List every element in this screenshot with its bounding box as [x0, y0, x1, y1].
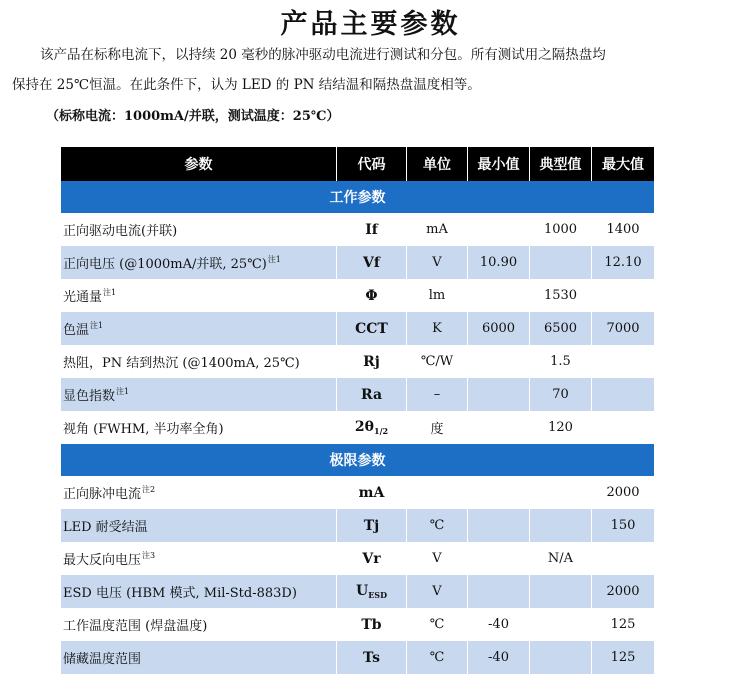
param-cell	[61, 312, 337, 345]
unit-cell: ℃	[407, 608, 468, 641]
code-symbol: Vf	[363, 254, 380, 271]
param-name: 正向驱动电流(并联)	[63, 224, 178, 239]
table-row	[61, 509, 655, 542]
min-cell: -40	[468, 608, 530, 641]
code-cell	[337, 509, 407, 542]
header-param: 参数	[61, 147, 337, 181]
param-name: 最大反向电压	[63, 553, 142, 568]
max-cell: 2000	[592, 575, 655, 608]
code-cell	[337, 575, 407, 608]
unit-cell: –	[407, 378, 468, 411]
param-name: ESD 电压 (HBM 模式, Mil-Std-883D)	[63, 586, 297, 601]
code-symbol: CCT	[355, 320, 388, 337]
param-name: 正向电压 (@1000mA/并联, 25℃)	[63, 257, 267, 272]
param-note: 注2	[142, 485, 156, 494]
param-name: 色温	[63, 323, 90, 338]
typ-cell	[530, 608, 592, 641]
min-cell: 6000	[468, 312, 530, 345]
param-name: 热阻，PN 结到热沉 (@1400mA, 25℃)	[63, 356, 300, 371]
unit-cell: lm	[407, 279, 468, 312]
parameter-table	[60, 147, 655, 674]
min-cell	[468, 476, 530, 509]
section-label: 工作参数	[61, 181, 655, 213]
code-symbol: Tb	[361, 616, 382, 633]
typ-cell: 1000	[530, 213, 592, 246]
table-row	[61, 213, 655, 246]
typ-cell	[530, 246, 592, 279]
min-cell	[468, 213, 530, 246]
typ-cell: 1530	[530, 279, 592, 312]
table-row	[61, 378, 655, 411]
header-unit: 单位	[407, 147, 468, 181]
max-cell: 125	[592, 608, 655, 641]
param-name: 储藏温度范围	[63, 652, 142, 667]
max-cell	[592, 378, 655, 411]
unit-cell: mA	[407, 213, 468, 246]
code-cell	[337, 476, 407, 509]
code-symbol: Rj	[363, 353, 380, 370]
param-cell	[61, 542, 337, 575]
param-name: LED 耐受结温	[63, 520, 148, 535]
table-row	[61, 641, 655, 674]
intro-paragraph-line1: 该产品在标称电流下，以持续 20 毫秒的脉冲驱动电流进行测试和分包。所有测试用之隔热盘均	[40, 47, 606, 63]
min-cell	[468, 542, 530, 575]
table-header-row	[61, 147, 655, 181]
table-row	[61, 411, 655, 444]
table-row	[61, 279, 655, 312]
table-row	[61, 246, 655, 279]
param-cell	[61, 641, 337, 674]
code-subscript: 1/2	[374, 426, 389, 436]
unit-cell: V	[407, 542, 468, 575]
param-cell	[61, 345, 337, 378]
table-row	[61, 575, 655, 608]
typ-cell	[530, 575, 592, 608]
max-cell: 12.10	[592, 246, 655, 279]
typ-cell	[530, 641, 592, 674]
table-row	[61, 608, 655, 641]
typ-cell: 70	[530, 378, 592, 411]
param-cell	[61, 476, 337, 509]
code-symbol: mA	[358, 484, 385, 501]
unit-cell: V	[407, 246, 468, 279]
param-cell	[61, 575, 337, 608]
code-symbol: Ra	[360, 386, 383, 403]
header-min: 最小值	[468, 147, 530, 181]
max-cell: 150	[592, 509, 655, 542]
min-cell	[468, 411, 530, 444]
min-cell	[468, 378, 530, 411]
test-condition: （标称电流：1000mA/并联，测试温度：25℃）	[46, 109, 340, 124]
param-note: 注1	[103, 288, 117, 297]
max-cell	[592, 542, 655, 575]
min-cell: -40	[468, 641, 530, 674]
code-symbol: Vr	[362, 550, 381, 567]
typ-cell: N/A	[530, 542, 592, 575]
page-title: 产品主要参数	[280, 9, 461, 40]
min-cell	[468, 279, 530, 312]
param-note: 注1	[116, 387, 130, 396]
code-cell	[337, 246, 407, 279]
min-cell	[468, 509, 530, 542]
param-name: 显色指数	[63, 389, 116, 404]
unit-cell: ℃/W	[407, 345, 468, 378]
code-cell	[337, 542, 407, 575]
param-note: 注3	[142, 551, 156, 560]
param-name: 视角 (FWHM, 半功率全角)	[63, 422, 224, 437]
code-cell	[337, 411, 407, 444]
param-name: 工作温度范围 (焊盘温度)	[63, 619, 208, 634]
param-note: 注1	[267, 255, 281, 264]
param-name: 正向脉冲电流	[63, 487, 142, 502]
param-cell	[61, 411, 337, 444]
typ-cell: 1.5	[530, 345, 592, 378]
code-symbol: Tj	[363, 517, 380, 534]
typ-cell	[530, 509, 592, 542]
code-cell	[337, 279, 407, 312]
header-typ: 典型值	[530, 147, 592, 181]
min-cell: 10.90	[468, 246, 530, 279]
max-cell: 1400	[592, 213, 655, 246]
max-cell	[592, 279, 655, 312]
min-cell	[468, 575, 530, 608]
code-symbol: If	[365, 221, 378, 238]
typ-cell	[530, 476, 592, 509]
max-cell: 125	[592, 641, 655, 674]
code-symbol: Φ	[365, 287, 378, 304]
code-symbol: Ts	[362, 649, 380, 666]
table-row	[61, 542, 655, 575]
header-max: 最大值	[592, 147, 655, 181]
table-row	[61, 312, 655, 345]
param-note: 注1	[90, 321, 104, 330]
param-cell	[61, 509, 337, 542]
section-header-row	[61, 181, 655, 213]
max-cell	[592, 345, 655, 378]
max-cell: 7000	[592, 312, 655, 345]
code-cell	[337, 312, 407, 345]
param-cell	[61, 213, 337, 246]
table-row	[61, 345, 655, 378]
typ-cell: 120	[530, 411, 592, 444]
code-cell	[337, 608, 407, 641]
min-cell	[468, 345, 530, 378]
code-cell	[337, 345, 407, 378]
param-cell	[61, 279, 337, 312]
header-code: 代码	[337, 147, 407, 181]
param-cell	[61, 608, 337, 641]
intro-paragraph-line2: 保持在 25℃恒温。在此条件下，认为 LED 的 PN 结结温和隔热盘温度相等。	[12, 77, 481, 93]
param-cell	[61, 378, 337, 411]
code-cell	[337, 213, 407, 246]
max-cell	[592, 411, 655, 444]
param-name: 光通量	[63, 290, 103, 305]
section-header-row	[61, 444, 655, 476]
max-cell: 2000	[592, 476, 655, 509]
code-cell	[337, 378, 407, 411]
code-subscript: ESD	[368, 590, 388, 600]
section-label: 极限参数	[61, 444, 655, 476]
unit-cell: ℃	[407, 509, 468, 542]
unit-cell: V	[407, 575, 468, 608]
unit-cell: K	[407, 312, 468, 345]
code-symbol: U	[355, 583, 369, 599]
code-cell	[337, 641, 407, 674]
table-row	[61, 476, 655, 509]
unit-cell: ℃	[407, 641, 468, 674]
unit-cell	[407, 476, 468, 509]
typ-cell: 6500	[530, 312, 592, 345]
code-symbol: 2θ	[354, 419, 375, 435]
unit-cell: 度	[407, 411, 468, 444]
param-cell	[61, 246, 337, 279]
